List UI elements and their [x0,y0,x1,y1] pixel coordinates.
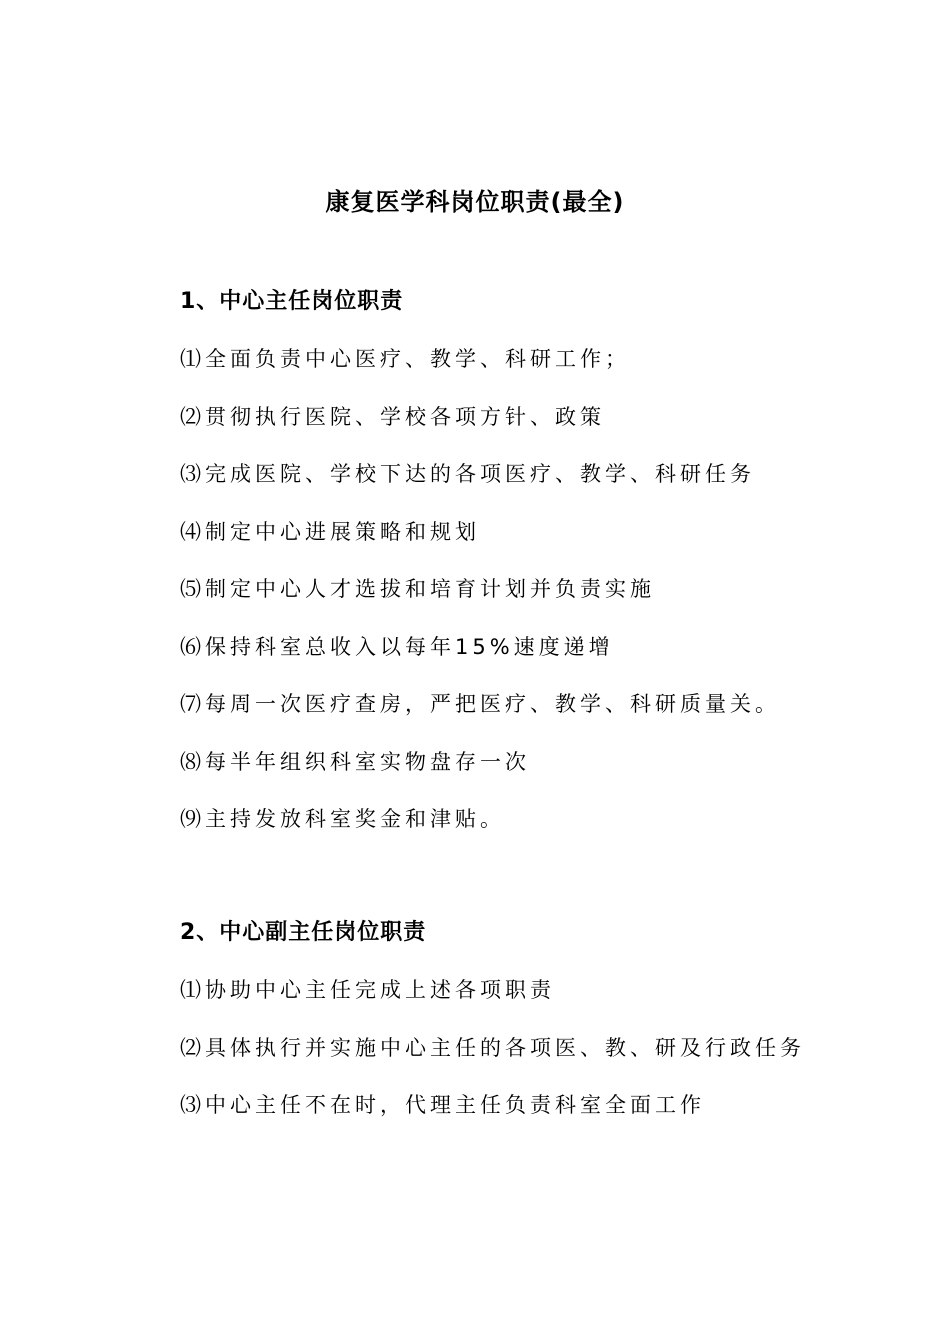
section-director-duties [180,284,920,859]
section-heading: 1、中心主任岗位职责 [180,289,404,314]
section-deputy-director-duties [180,915,920,1145]
duty-list [180,341,920,837]
duty-item: ⑷制定中心进展策略和规划 [180,519,480,544]
document-title: 康复医学科岗位职责(最全) [325,188,625,216]
duty-item: ⑴协助中心主任完成上述各项职责 [180,978,555,1002]
duty-item: ⑹保持科室总收入以每年15%速度递增 [180,634,614,659]
duty-item: ⑵贯彻执行医院、学校各项方针、政策 [180,404,605,429]
duty-item: ⑼主持发放科室奖金和津贴。 [180,807,505,831]
duty-item: ⑸制定中心人才选拔和培育计划并负责实施 [180,577,655,601]
section-heading: 2、中心副主任岗位职责 [180,920,427,945]
duty-item: ⑴全面负责中心医疗、教学、科研工作； [180,347,630,371]
duty-item: ⑻每半年组织科室实物盘存一次 [180,749,530,774]
duty-item: ⑶中心主任不在时，代理主任负责科室全面工作 [180,1093,705,1117]
duty-item: ⑵具体执行并实施中心主任的各项医、教、研及行政任务 [180,1035,805,1060]
duty-item: ⑺每周一次医疗查房，严把医疗、教学、科研质量关。 [180,692,780,716]
duty-item: ⑶完成医院、学校下达的各项医疗、教学、科研任务 [180,462,755,486]
duty-list [180,972,920,1123]
